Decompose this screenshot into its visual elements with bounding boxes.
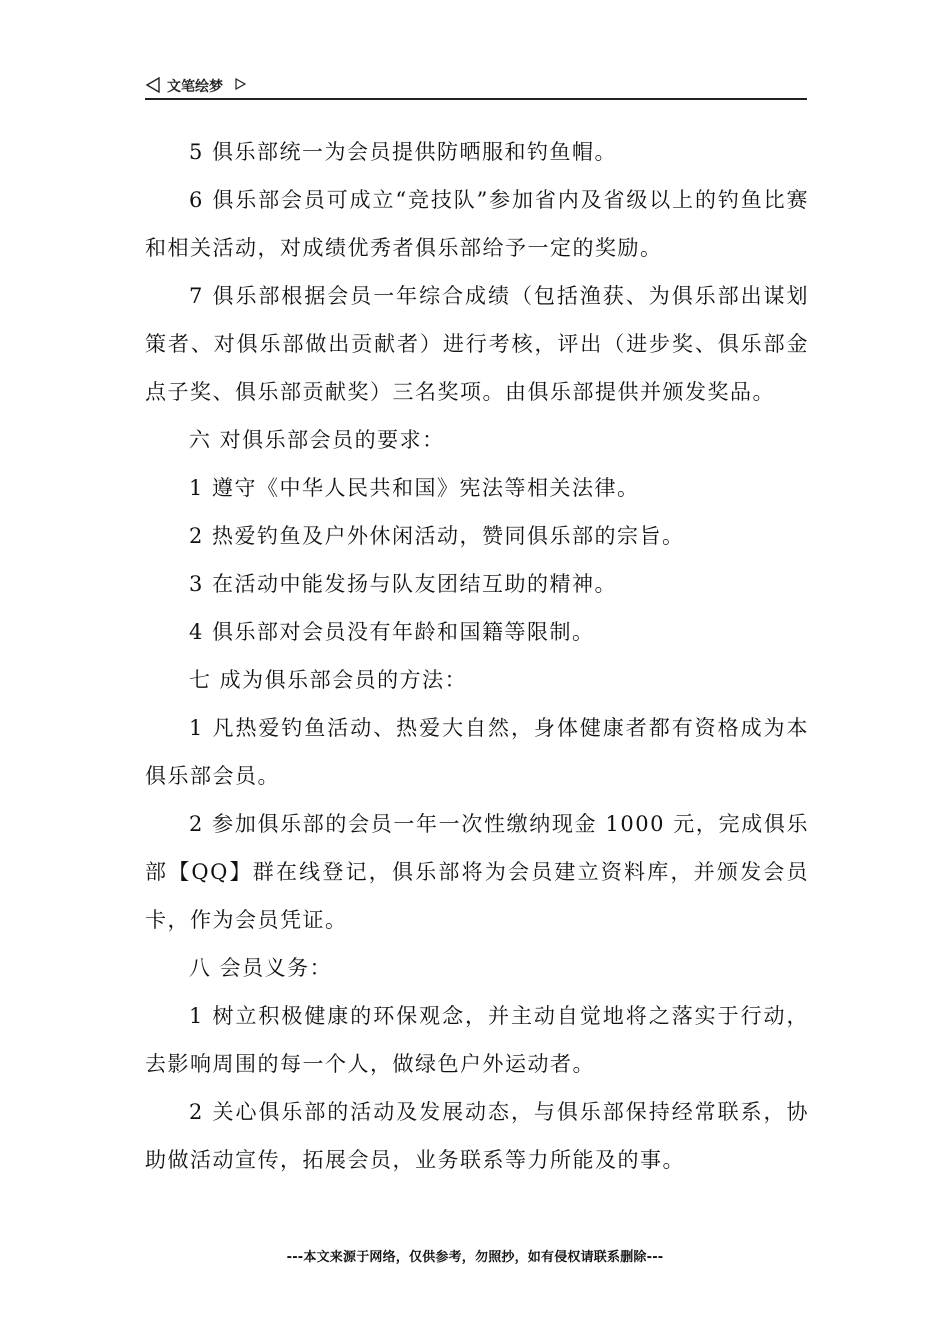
paragraph-item-5-uniform: 5 俱乐部统一为会员提供防晒服和钓鱼帽。 [189,140,618,164]
document-body [145,128,809,1184]
page-header [145,74,807,100]
triangle-left-outline-icon [145,77,161,93]
section-heading-member-duties: 八 会员义务： [189,956,333,980]
requirement-item-1: 1 遵守《中华人民共和国》宪法等相关法律。 [189,476,640,500]
duty-item-1: 1 树立积极健康的环保观念，并主动自觉地将之落实于行动，去影响周围的每一个人，做绿色户外运动者。 [145,1004,809,1076]
join-method-item-1: 1 凡热爱钓鱼活动、热爱大自然，身体健康者都有资格成为本俱乐部会员。 [145,716,809,788]
requirement-item-4: 4 俱乐部对会员没有年龄和国籍等限制。 [189,620,595,644]
requirement-item-3: 3 在活动中能发扬与队友团结互助的精神。 [189,572,618,596]
requirement-item-2: 2 热爱钓鱼及户外休闲活动，赞同俱乐部的宗旨。 [189,524,685,548]
triangle-right-outline-icon [234,78,246,90]
section-heading-how-to-join: 七 成为俱乐部会员的方法： [189,668,468,692]
header-brand: 文笔绘梦 [167,79,223,95]
section-heading-member-requirements: 六 对俱乐部会员的要求： [189,428,445,452]
join-method-item-2: 2 参加俱乐部的会员一年一次性缴纳现金 1000 元，完成俱乐部【QQ】群在线登记，俱乐部将为会员建立资料库，并颁发会员卡，作为会员凭证。 [145,812,809,932]
page-footer-disclaimer: ---本文来源于网络，仅供参考，勿照抄，如有侵权请联系删除--- [286,1250,664,1265]
duty-item-2: 2 关心俱乐部的活动及发展动态，与俱乐部保持经常联系，协助做活动宣传，拓展会员，业务联系等力所能及的事。 [145,1100,809,1172]
paragraph-item-7-annual-awards: 7 俱乐部根据会员一年综合成绩（包括渔获、为俱乐部出谋划策者、对俱乐部做出贡献者）进行考核，评出（进步奖、俱乐部金点子奖、俱乐部贡献奖）三名奖项。由俱乐部提供并颁发奖品。 [145,284,809,404]
paragraph-item-6-competition-team: 6 俱乐部会员可成立“竞技队”参加省内及省级以上的钓鱼比赛和相关活动，对成绩优秀者俱乐部给予一定的奖励。 [145,188,809,260]
